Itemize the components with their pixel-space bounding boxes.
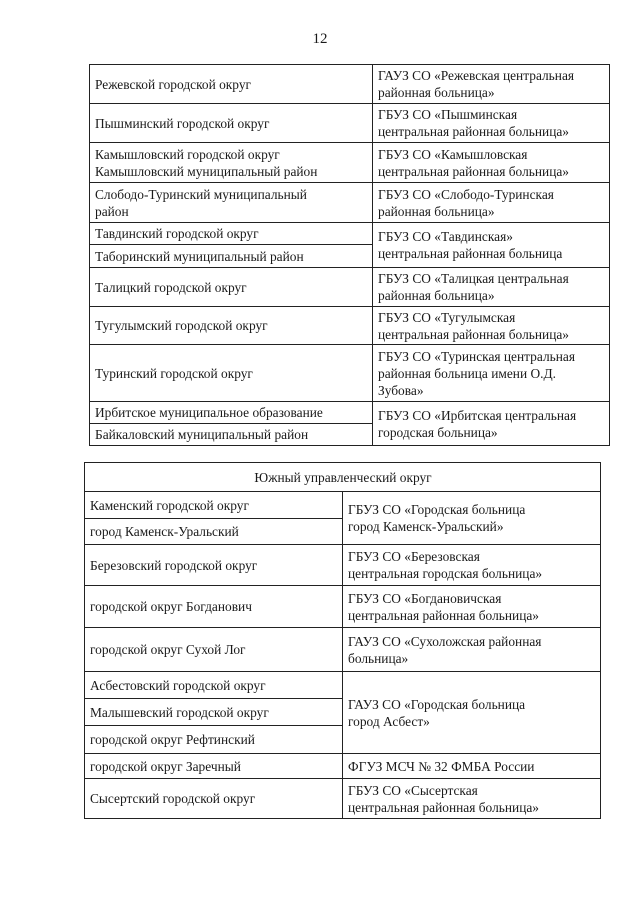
district-cell: Байкаловский муниципальный район xyxy=(90,424,373,446)
page-number: 12 xyxy=(312,31,328,47)
district-cell: Тугулымский городской округ xyxy=(90,307,373,345)
district-cell: Талицкий городской округ xyxy=(90,268,373,307)
hospital-cell: ГБУЗ СО «Городская больница город Каменск-Уральский» xyxy=(343,492,601,545)
district-cell: Сысертский городской округ xyxy=(85,779,343,819)
district-cell: Ирбитское муниципальное образование xyxy=(90,402,373,424)
hospital-cell: ГАУЗ СО «Режевская центральная районная больница» xyxy=(373,65,610,104)
hospital-cell: ГБУЗ СО «Сысертская центральная районная больница» xyxy=(343,779,601,819)
table-row xyxy=(85,586,601,628)
table-row xyxy=(85,628,601,672)
table-row xyxy=(90,223,610,245)
hospital-cell: ФГУЗ МСЧ № 32 ФМБА России xyxy=(343,754,601,779)
hospital-cell: ГБУЗ СО «Ирбитская центральная городская больница» xyxy=(373,402,610,446)
table-row xyxy=(85,779,601,819)
hospital-cell: ГБУЗ СО «Камышловская центральная районная больница» xyxy=(373,143,610,183)
hospital-table-2 xyxy=(84,462,601,819)
district-cell: Малышевский городской округ xyxy=(85,699,343,726)
table-row xyxy=(90,183,610,223)
table-row xyxy=(90,268,610,307)
district-cell: Пышминский городской округ xyxy=(90,104,373,143)
district-cell: Березовский городской округ xyxy=(85,545,343,586)
district-cell: Режевской городской округ xyxy=(90,65,373,104)
table-row xyxy=(85,672,601,699)
table-header-row xyxy=(85,463,601,492)
district-cell: Слободо-Туринский муниципальный район xyxy=(90,183,373,223)
hospital-cell: ГАУЗ СО «Сухоложская районная больница» xyxy=(343,628,601,672)
district-cell: Камышловский городской округ Камышловский муниципальный район xyxy=(90,143,373,183)
district-cell: Туринский городской округ xyxy=(90,345,373,402)
district-cell: городской округ Сухой Лог xyxy=(85,628,343,672)
table-row xyxy=(85,492,601,519)
table-row xyxy=(90,65,610,104)
district-cell: Каменский городской округ xyxy=(85,492,343,519)
hospital-table-1 xyxy=(89,64,610,446)
district-cell: городской округ Богданович xyxy=(85,586,343,628)
hospital-cell: ГБУЗ СО «Березовская центральная городская больница» xyxy=(343,545,601,586)
hospital-cell: ГБУЗ СО «Талицкая центральная районная больница» xyxy=(373,268,610,307)
hospital-cell: ГБУЗ СО «Тавдинская» центральная районная больница xyxy=(373,223,610,268)
district-cell: Таборинский муниципальный район xyxy=(90,245,373,268)
district-cell: Тавдинский городской округ xyxy=(90,223,373,245)
district-cell: Асбестовский городской округ xyxy=(85,672,343,699)
table-row xyxy=(90,104,610,143)
hospital-cell: ГБУЗ СО «Слободо-Туринская районная больница» xyxy=(373,183,610,223)
district-cell: город Каменск-Уральский xyxy=(85,519,343,545)
table-row xyxy=(90,307,610,345)
hospital-cell: ГБУЗ СО «Богдановичская центральная районная больница» xyxy=(343,586,601,628)
table-row xyxy=(90,402,610,424)
table-row xyxy=(85,754,601,779)
district-cell: городской округ Заречный xyxy=(85,754,343,779)
hospital-cell: ГБУЗ СО «Пышминская центральная районная больница» xyxy=(373,104,610,143)
hospital-cell: ГБУЗ СО «Туринская центральная районная больница имени О.Д. Зубова» xyxy=(373,345,610,402)
hospital-cell: ГБУЗ СО «Тугулымская центральная районная больница» xyxy=(373,307,610,345)
table-row xyxy=(85,545,601,586)
table-row xyxy=(90,143,610,183)
district-cell: городской округ Рефтинский xyxy=(85,726,343,754)
table-row xyxy=(90,345,610,402)
hospital-cell: ГАУЗ СО «Городская больница город Асбест» xyxy=(343,672,601,754)
okrug-header: Южный управленческий округ xyxy=(85,463,601,492)
